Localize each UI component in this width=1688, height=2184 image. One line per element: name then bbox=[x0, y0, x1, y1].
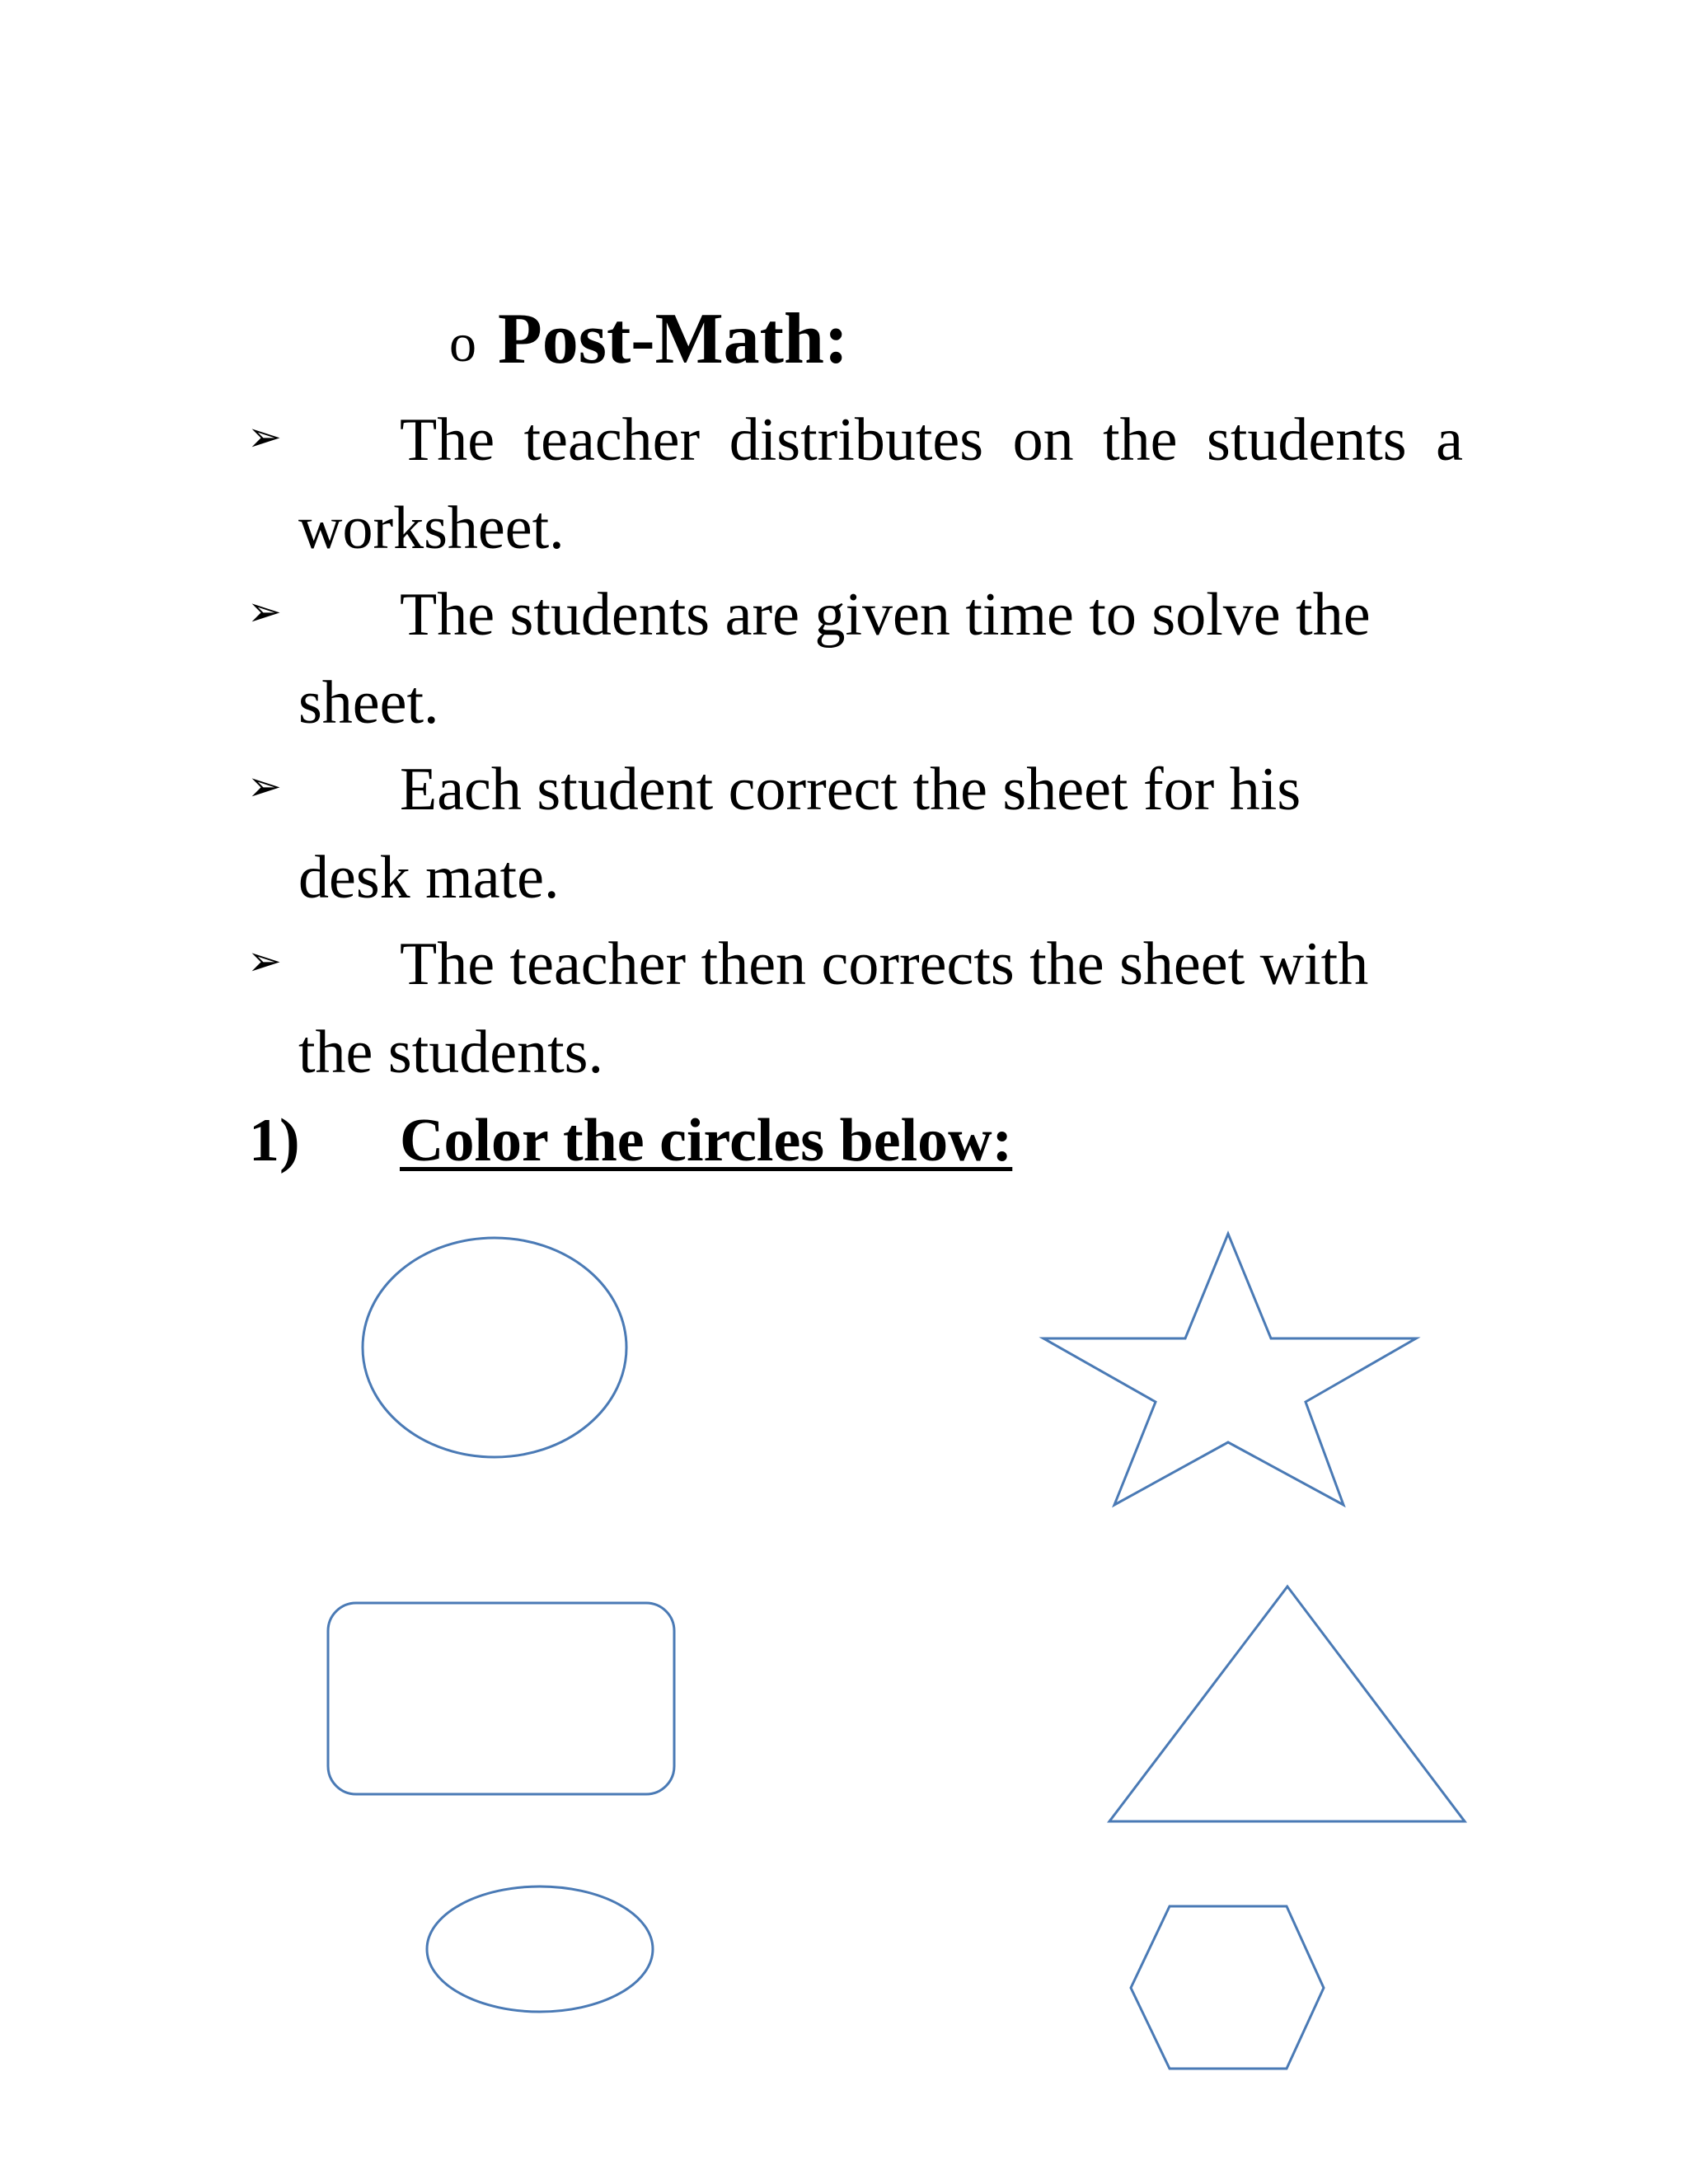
arrow-bullet-icon: ➢ bbox=[247, 762, 282, 810]
task-number: 1) bbox=[249, 1107, 300, 1174]
bullet-1-line-2: worksheet. bbox=[298, 494, 565, 562]
rounded-rectangle-shape[interactable] bbox=[328, 1603, 674, 1794]
bullet-4-line-1: The teacher then corrects the sheet with bbox=[400, 930, 1369, 998]
bullet-3-line-1: Each student correct the sheet for his bbox=[400, 756, 1301, 823]
ellipse-shape[interactable] bbox=[427, 1886, 653, 2012]
circle-shape[interactable] bbox=[363, 1238, 626, 1457]
triangle-shape[interactable] bbox=[1109, 1586, 1465, 1821]
arrow-bullet-icon: ➢ bbox=[247, 413, 282, 461]
bullet-1-line-1: The teacher distributes on the students a bbox=[400, 406, 1463, 474]
bullet-2-line-2: sheet. bbox=[298, 669, 439, 737]
arrow-bullet-icon: ➢ bbox=[247, 937, 282, 985]
bullet-4-line-2: the students. bbox=[298, 1019, 603, 1086]
star-shape[interactable] bbox=[1043, 1234, 1416, 1505]
arrow-bullet-icon: ➢ bbox=[247, 588, 282, 635]
heading-title: Post-Math: bbox=[498, 299, 849, 379]
bullet-2-line-1: The students are given time to solve the bbox=[400, 581, 1371, 649]
hexagon-shape[interactable] bbox=[1131, 1906, 1324, 2069]
bullet-3-line-2: desk mate. bbox=[298, 844, 560, 912]
circle-bullet-icon: o bbox=[449, 313, 476, 373]
task-instruction: Color the circles below: bbox=[400, 1107, 1013, 1174]
